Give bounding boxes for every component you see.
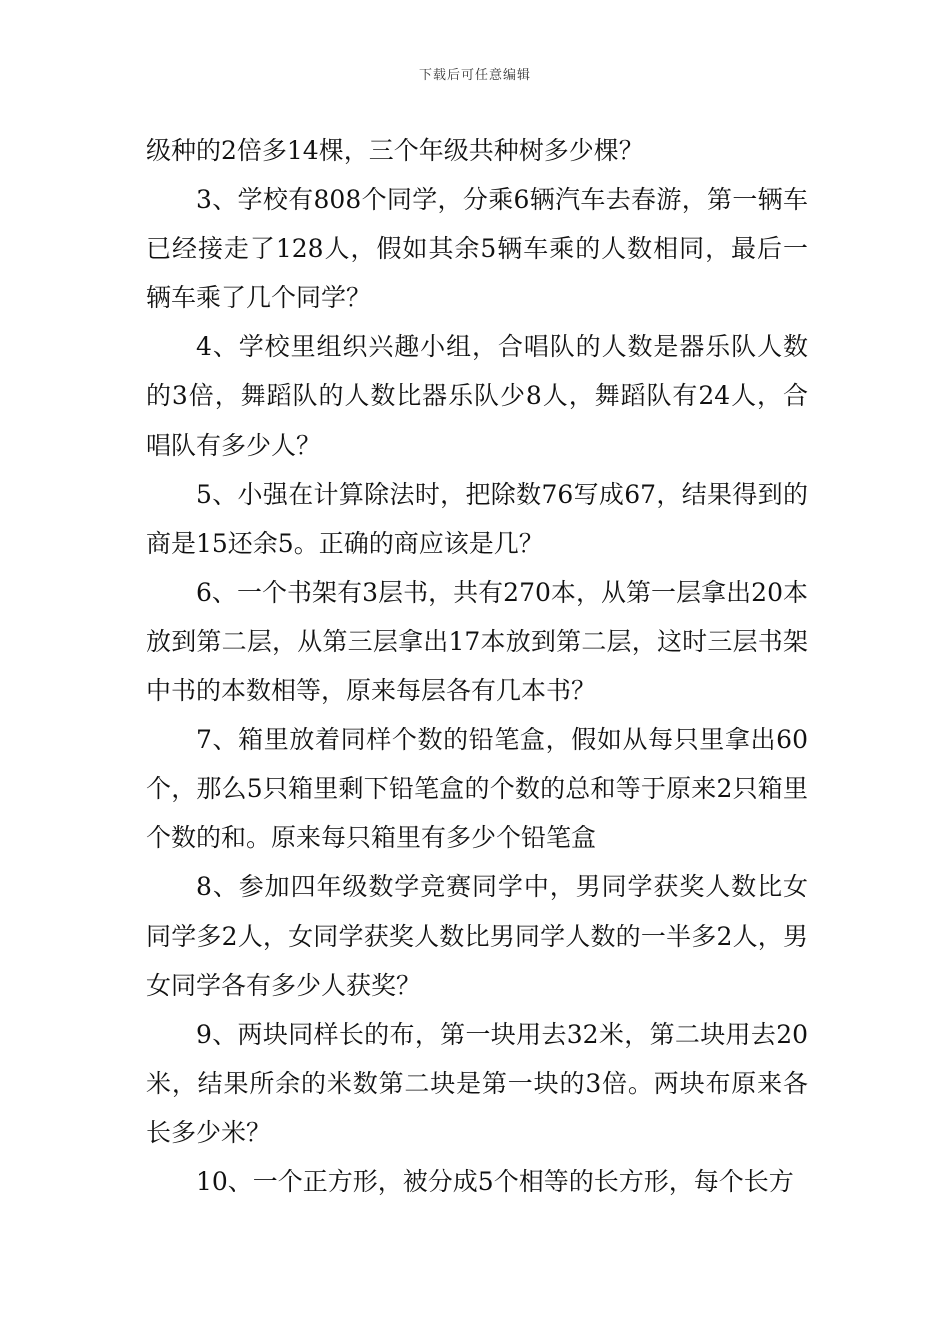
problem-5: 5、小强在计算除法时，把除数76写成67，结果得到的商是15还余5。正确的商应该是几？: [146, 479, 808, 558]
document-body: [146, 126, 808, 1206]
problem-6: 6、一个书架有3层书，共有270本，从第一层拿出20本放到第二层，从第三层拿出17本放到第二层，这时三层书架中书的本数相等，原来每层各有几本书？: [146, 577, 808, 706]
problem-10: 10、一个正方形，被分成5个相等的长方形，每个长方: [196, 1166, 794, 1196]
problem-7: 7、箱里放着同样个数的铅笔盒，假如从每只里拿出60个，那么5只箱里剩下铅笔盒的个数的总和等于原来2只箱里个数的和。原来每只箱里有多少个铅笔盒: [146, 725, 808, 853]
paragraph-continuation: 级种的2倍多14棵，三个年级共种树多少棵？: [146, 136, 644, 165]
problem-4: 4、学校里组织兴趣小组，合唱队的人数是器乐队人数的3倍，舞蹈队的人数比器乐队少8人，舞蹈队有24人，合唱队有多少人？: [146, 332, 808, 460]
problem-8: 8、参加四年级数学竞赛同学中，男同学获奖人数比女同学多2人，女同学获奖人数比男同学人数的一半多2人，男女同学各有多少人获奖？: [146, 872, 808, 1000]
problem-3: 3、学校有808个同学，分乘6辆汽车去春游，第一辆车已经接走了128人，假如其余5辆车乘的人数相同，最后一辆车乘了几个同学？: [146, 185, 808, 313]
page-header: 下载后可任意编辑: [418, 68, 531, 83]
problem-9: 9、两块同样长的布，第一块用去32米，第二块用去20米，结果所余的米数第二块是第一块的3倍。两块布原来各长多少米？: [146, 1019, 808, 1147]
